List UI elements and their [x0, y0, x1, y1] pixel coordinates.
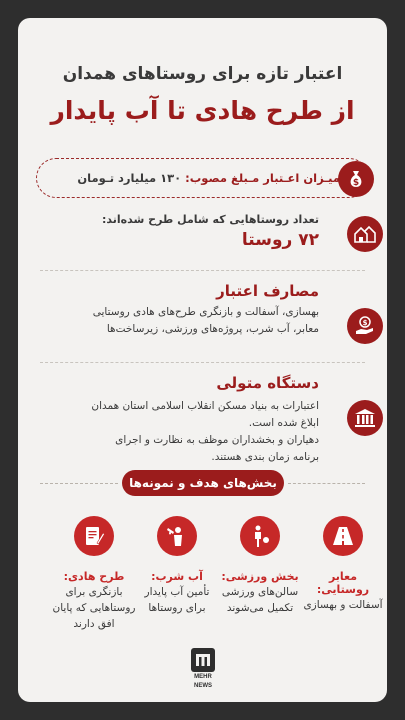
target-desc: سالن‌های ورزشی تکمیل می‌شوند: [221, 586, 299, 614]
target-desc: تأمین آب پایدار برای روستاها: [144, 586, 210, 614]
divider: [40, 483, 118, 484]
targets-heading: بخش‌های هدف و نمونه‌ها: [122, 470, 284, 496]
expenses-body: بهسازی، آسفالت و بازنگری طرح‌های هادی روستایی معابر، آب شرب، پروژه‌های ورزشی، زیرساخت‌ها: [92, 306, 319, 335]
divider: [288, 483, 365, 484]
budget-label: میـزان اعـتبار مـبلغ مصوب:: [185, 171, 340, 185]
budget-text: [77, 171, 340, 185]
target-desc: آسفالت و بهسازی: [303, 599, 383, 611]
title-line-2: از طرح هادی تا آب پایدار: [50, 96, 355, 125]
drinking-water-icon: [157, 516, 197, 556]
logo-text: MEHR: [194, 674, 212, 680]
budget-value: ۱۳۰ میلیارد تـومان: [77, 171, 186, 185]
agency-body-1: اعتبارات به بنیاد مسکن انقلاب اسلامی استان همدان ابلاغ شده است.: [91, 400, 319, 429]
infographic-card: [18, 18, 387, 702]
target-desc: بازنگری برای روستاهایی که پایان افق دارند: [52, 586, 136, 630]
agency-body-2: دهیاران و بخشداران موظف به نظارت و اجرای برنامه زمان بندی هستند.: [115, 434, 319, 463]
divider: [40, 362, 365, 363]
village-houses-icon: [347, 216, 383, 252]
logo-text: NEWS: [194, 683, 212, 689]
logo-mark: [191, 648, 215, 672]
road-icon: [323, 516, 363, 556]
agency-title: دستگاه متولی: [216, 374, 319, 392]
target-item: [301, 516, 385, 613]
budget-box: [36, 158, 369, 198]
target-title: معابر روستایی:: [316, 570, 370, 596]
svg-text:$: $: [352, 178, 360, 188]
athlete-icon: [240, 516, 280, 556]
target-title: طرح هادی:: [63, 570, 125, 583]
mehr-news-logo: [188, 648, 218, 690]
expenses-title: مصارف اعتبار: [216, 282, 319, 300]
money-bag-icon: [338, 161, 374, 197]
villages-label: تعداد روستاهایی که شامل طرح شده‌اند:: [102, 213, 319, 226]
hand-coin-icon: [347, 308, 383, 344]
target-item: [52, 516, 136, 632]
title-line-1: اعتبار تازه برای روستاهای همدان: [62, 64, 343, 84]
divider: [40, 270, 365, 271]
target-item: [218, 516, 302, 616]
government-building-icon: [347, 400, 383, 436]
target-title: بخش ورزشی:: [221, 570, 299, 583]
svg-text:$: $: [362, 319, 368, 327]
target-item: [135, 516, 219, 616]
document-pen-icon: [74, 516, 114, 556]
villages-value: ۷۲ روستا: [241, 230, 319, 250]
target-title: آب شرب:: [151, 570, 203, 583]
